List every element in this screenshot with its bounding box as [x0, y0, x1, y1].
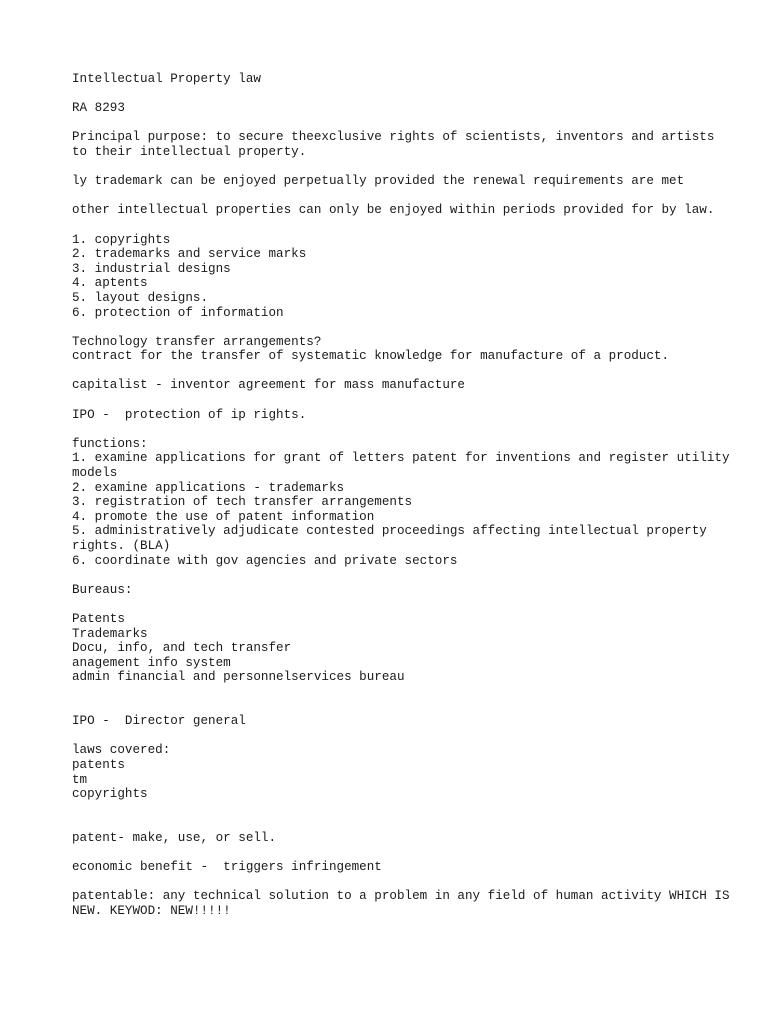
document-paragraph [72, 378, 732, 393]
text-line: Bureaus: [72, 582, 133, 597]
text-line: economic benefit - triggers infringement [72, 860, 382, 875]
document-paragraph [72, 174, 732, 189]
text-line: capitalist - inventor agreement for mass manufacture [72, 378, 465, 393]
text-line: 5. layout designs. [72, 290, 209, 305]
document-paragraph [72, 408, 732, 423]
document-paragraph [72, 714, 732, 729]
text-line: anagement info system [72, 655, 231, 670]
text-line: 1. copyrights [72, 232, 171, 247]
text-line: IPO - Director general [72, 714, 246, 729]
document-body [72, 72, 738, 933]
text-line: 1. examine applications for grant of letters patent for inventions and register utility models [72, 451, 738, 481]
text-line: Intellectual Property law [72, 72, 261, 86]
text-line: admin financial and personnelservices bureau [72, 670, 405, 685]
text-line: 6. protection of information [72, 305, 284, 320]
text-line: 4. promote the use of patent information [72, 509, 375, 524]
document-paragraph [72, 101, 732, 116]
text-line: patent- make, use, or sell. [72, 830, 277, 845]
document-paragraph [72, 233, 732, 321]
text-line: Trademarks [72, 626, 148, 641]
text-line: Patents [72, 611, 125, 626]
document-paragraph [72, 203, 732, 218]
text-line: 4. aptents [72, 276, 148, 291]
text-line: 2. examine applications - trademarks [72, 480, 345, 495]
text-line: copyrights [72, 787, 148, 802]
document-paragraph [72, 130, 732, 159]
text-line: patentable: any technical solution to a problem in any field of human activity WHICH IS NEW. KEYWOD: NEW!!!!! [72, 889, 738, 918]
text-line: Technology transfer arrangements? [72, 334, 322, 349]
text-line: contract for the transfer of systematic knowledge for manufacture of a product. [72, 349, 670, 364]
document-paragraph [72, 612, 732, 685]
text-line: laws covered: [72, 743, 171, 758]
text-line: 2. trademarks and service marks [72, 247, 307, 262]
text-line: 3. industrial designs [72, 261, 231, 276]
text-line: RA 8293 [72, 101, 125, 116]
text-line: functions: [72, 436, 148, 451]
text-line: Docu, info, and tech transfer [72, 641, 292, 656]
text-line: other intellectual properties can only be enjoyed within periods provided for by law. [72, 203, 715, 218]
text-line: 3. registration of tech transfer arrangements [72, 495, 413, 510]
document-paragraph [72, 583, 732, 598]
text-line: IPO - protection of ip rights. [72, 407, 307, 422]
text-line: patents [72, 757, 125, 772]
document-paragraph [72, 889, 738, 918]
document-paragraph [72, 860, 732, 875]
document-paragraph [72, 436, 738, 568]
text-line: 6. coordinate with gov agencies and private sectors [72, 553, 458, 568]
document-paragraph [72, 743, 732, 801]
text-line: 5. administratively adjudicate contested proceedings affecting intellectual property rights. (BLA) [72, 524, 715, 553]
text-line: Principal purpose: to secure theexclusive rights of scientists, inventors and artists to their intellectual property. [72, 130, 722, 159]
document-paragraph [72, 831, 732, 846]
document-paragraph [72, 335, 732, 364]
document-paragraph [72, 72, 732, 87]
text-line: tm [72, 772, 88, 787]
text-line: ly trademark can be enjoyed perpetually provided the renewal requirements are met [72, 174, 685, 189]
